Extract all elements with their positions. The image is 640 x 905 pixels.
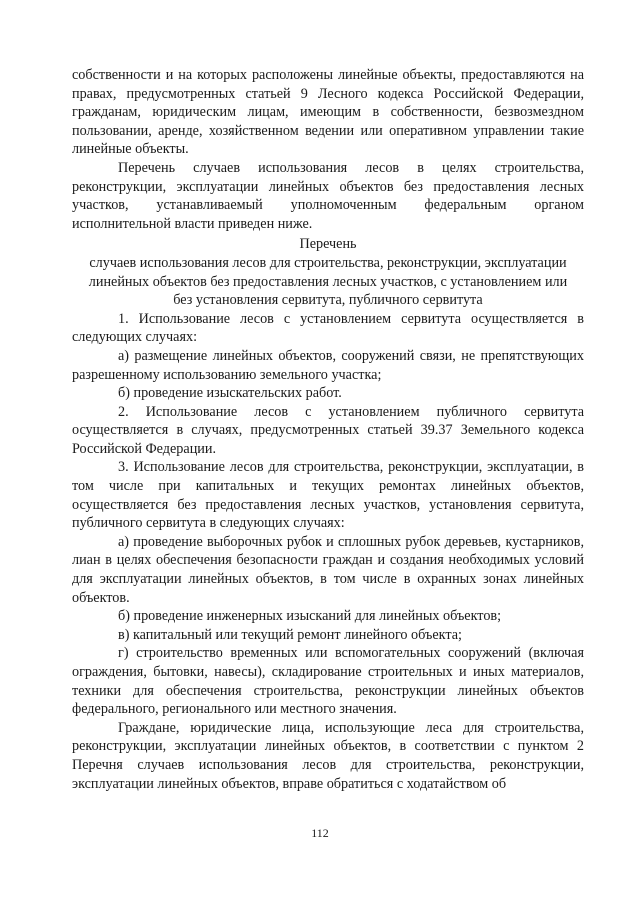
item-3b: б) проведение инженерных изысканий для линейных объектов; xyxy=(118,608,502,625)
paragraph-2: Перечень случаев использования лесов в целях строительства, реконструкции, эксплуатации линейных объектов без предоставления лесных участков, устанавливаемый уполномоченным федеральным органом исполнительной власти приведен ниже. xyxy=(72,159,584,232)
item-3g: г) строительство временных или вспомогательных сооружений (включая ограждения, бытовки, навесы), складирование строительных и иных материалов, техники для обеспечения строительства, реконструкции линейных объектов федерального, регионального или местного значения. xyxy=(72,645,584,718)
item-1: 1. Использование лесов с установлением сервитута осуществляется в следующих случаях: xyxy=(72,310,584,346)
page-number: 112 xyxy=(311,826,329,840)
paragraph-1: собственности и на которых расположены линейные объекты, предоставляются на правах, предусмотренных статьей 9 Лесного кодекса Российской Федерации, гражданам, юридическим лицам, имеющим в собственности, безвозмездном пользовании, аренде, хозяйственном ведении или оперативном управлении такие линейные объекты. xyxy=(72,67,584,158)
item-3: 3. Использование лесов для строительства, реконструкции, эксплуатации, в том числе при капитальных и текущих ремонтах линейных объектов, осуществляется без предоставления лесных участков, установления сервитута, публичного сервитута в следующих случаях: xyxy=(72,459,584,532)
item-1a: а) размещение линейных объектов, сооружений связи, не препятствующих разрешенному использованию земельного участка; xyxy=(72,347,584,383)
document-body xyxy=(72,66,584,793)
item-3v: в) капитальный или текущий ремонт линейного объекта; xyxy=(118,626,462,643)
item-3a: а) проведение выборочных рубок и сплошных рубок деревьев, кустарников, лиан в целях обеспечения безопасности граждан и создания необходимых условий для эксплуатации линейных объектов, в том числе в охранных зонах линейных объектов. xyxy=(72,533,584,606)
paragraph-final: Граждане, юридические лица, использующие леса для строительства, реконструкции, эксплуатации линейных объектов, в соответствии с пунктом 2 Перечня случаев использования лесов для строительства, реконструкции, эксплуатации линейных объектов, вправе обратиться с ходатайством об xyxy=(72,719,584,792)
item-1b: б) проведение изыскательских работ. xyxy=(118,385,342,402)
list-subtitle: случаев использования лесов для строительства, реконструкции, эксплуатации линейных объектов без предоставления лесных участков, с установлением или без установления сервитута, публичного сервитута xyxy=(88,254,568,309)
list-title: Перечень xyxy=(299,236,357,253)
item-2: 2. Использование лесов с установлением публичного сервитута осуществляется в случаях, предусмотренных статьей 39.37 Земельного кодекса Российской Федерации. xyxy=(72,403,584,457)
